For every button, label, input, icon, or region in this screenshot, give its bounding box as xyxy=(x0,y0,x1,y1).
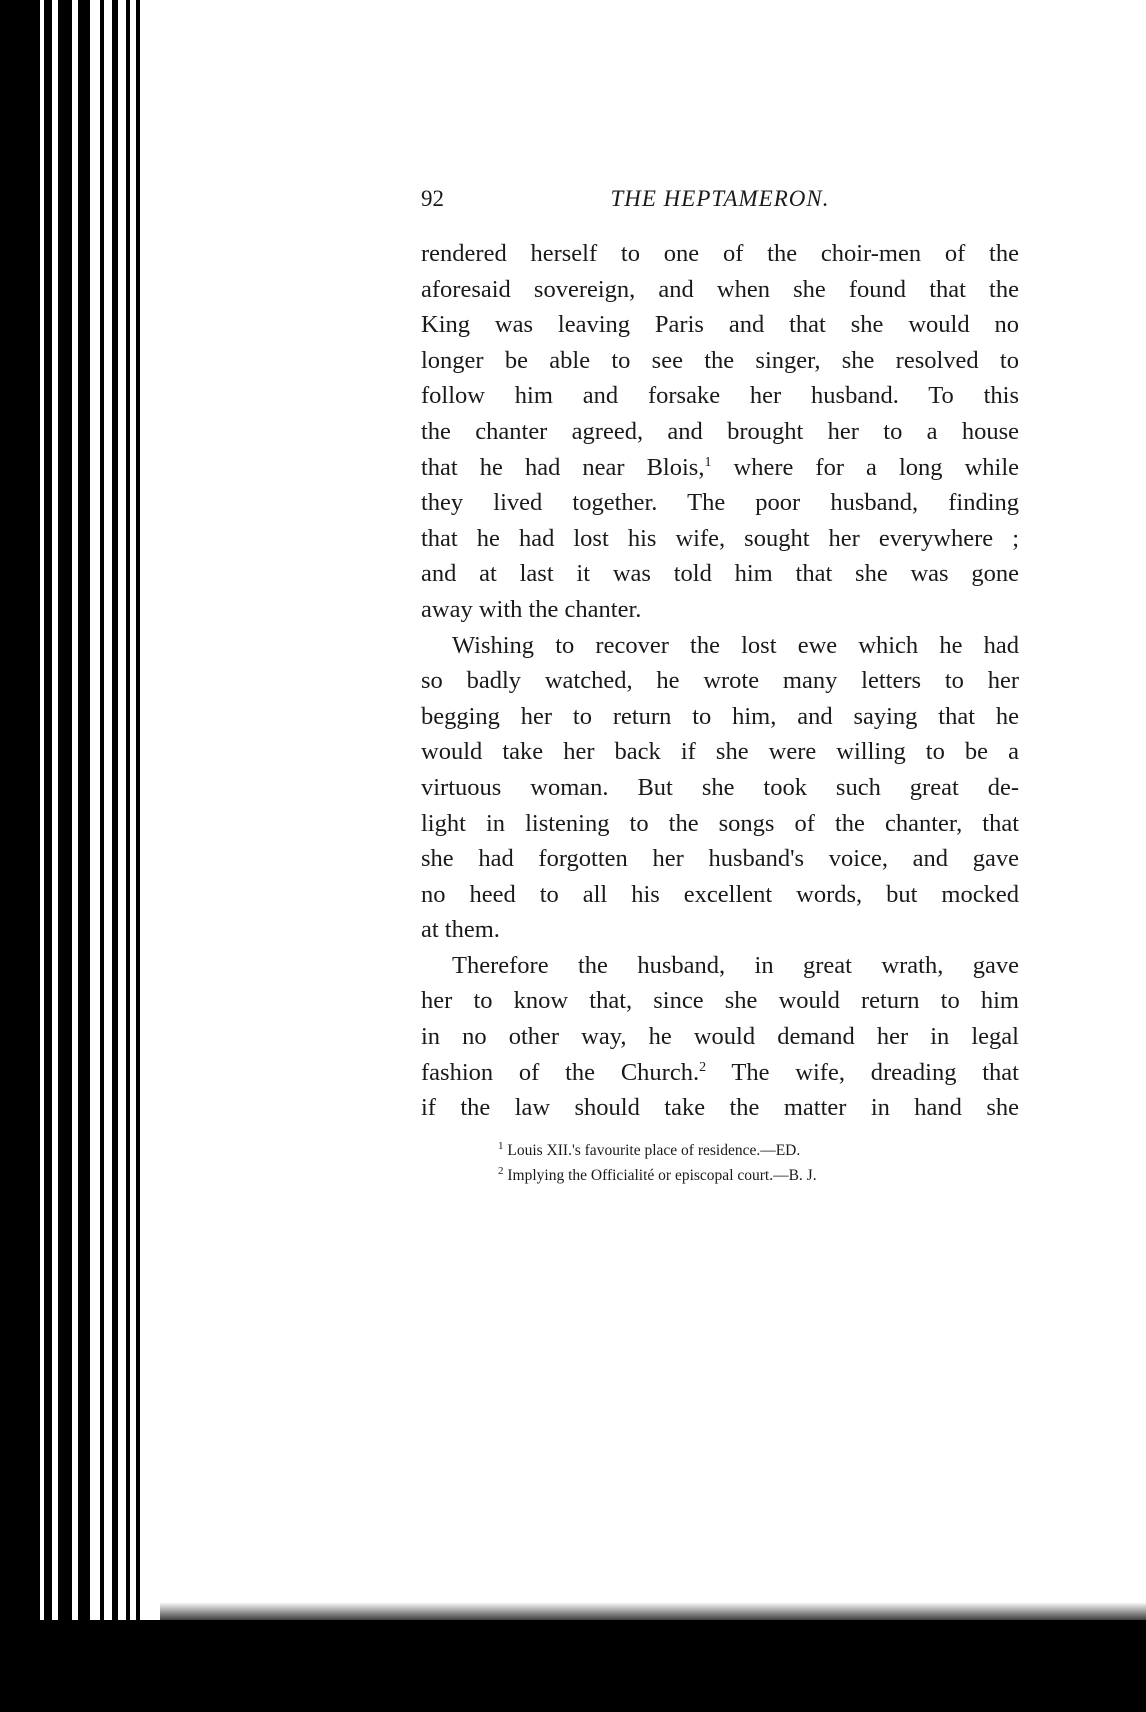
text-segment: where for a long while xyxy=(711,453,1020,481)
text-line: and at last it was told him that she was gone xyxy=(421,560,1019,588)
text-line: if the law should take the matter in hand she xyxy=(421,1094,1019,1122)
text-line: they lived together. The poor husband, finding xyxy=(421,489,1019,517)
text-line: Therefore the husband, in great wrath, gave xyxy=(452,951,1019,979)
page-header xyxy=(421,186,1019,216)
text-line: in no other way, he would demand her in legal xyxy=(421,1023,1019,1051)
footnote-2 xyxy=(498,1163,1018,1188)
text-line: her to know that, since she would return to him xyxy=(421,987,1019,1015)
text-line: she had forgotten her husband's voice, and gave xyxy=(421,845,1019,873)
footnote-text: Implying the Officialité or episcopal court.—B. J. xyxy=(507,1167,817,1184)
page-number: 92 xyxy=(421,186,444,211)
paragraph-1 xyxy=(421,236,1019,628)
book-spine-shadow xyxy=(0,0,160,1712)
text-line: away with the chanter. xyxy=(421,595,642,623)
text-line: so badly watched, he wrote many letters to her xyxy=(421,667,1019,695)
footnote-1 xyxy=(498,1138,1018,1163)
body-text xyxy=(421,236,1019,1126)
text-line: Wishing to recover the lost ewe which he had xyxy=(452,631,1019,659)
text-segment: The wife, dreading that xyxy=(706,1058,1019,1086)
text-segment: fashion of the Church. xyxy=(421,1058,700,1086)
text-line: that he had lost his wife, sought her everywhere ; xyxy=(421,524,1019,552)
text-line xyxy=(421,450,1019,486)
footnote-marker: 1 xyxy=(498,1140,504,1152)
text-line: follow him and forsake her husband. To this xyxy=(421,382,1019,410)
text-line: rendered herself to one of the choir-men of the xyxy=(421,240,1019,267)
text-line xyxy=(421,1055,1019,1091)
text-line: the chanter agreed, and brought her to a house xyxy=(421,417,1019,445)
text-line: at them. xyxy=(421,916,500,944)
page-bottom-shadow xyxy=(0,1620,1146,1712)
footnote-ref: 1 xyxy=(704,454,712,470)
text-line: virtuous woman. But she took such great de- xyxy=(421,773,1019,801)
text-line: light in listening to the songs of the chanter, that xyxy=(421,809,1019,837)
text-line: aforesaid sovereign, and when she found that the xyxy=(421,275,1019,303)
running-title: THE HEPTAMERON. xyxy=(610,186,830,211)
text-line: longer be able to see the singer, she resolved to xyxy=(421,346,1019,374)
text-line: King was leaving Paris and that she would no xyxy=(421,311,1019,339)
paragraph-3 xyxy=(421,948,1019,1126)
footnotes xyxy=(498,1138,1018,1188)
text-line: would take her back if she were willing to be a xyxy=(421,738,1019,766)
footnote-text: Louis XII.'s favourite place of residence.—ED. xyxy=(507,1142,801,1159)
text-line: no heed to all his excellent words, but mocked xyxy=(421,880,1019,908)
text-segment: that he had near Blois, xyxy=(421,453,705,481)
footnote-ref: 2 xyxy=(699,1059,707,1075)
paragraph-2 xyxy=(421,628,1019,948)
footnote-marker: 2 xyxy=(498,1165,504,1177)
text-line: begging her to return to him, and saying that he xyxy=(421,702,1019,730)
